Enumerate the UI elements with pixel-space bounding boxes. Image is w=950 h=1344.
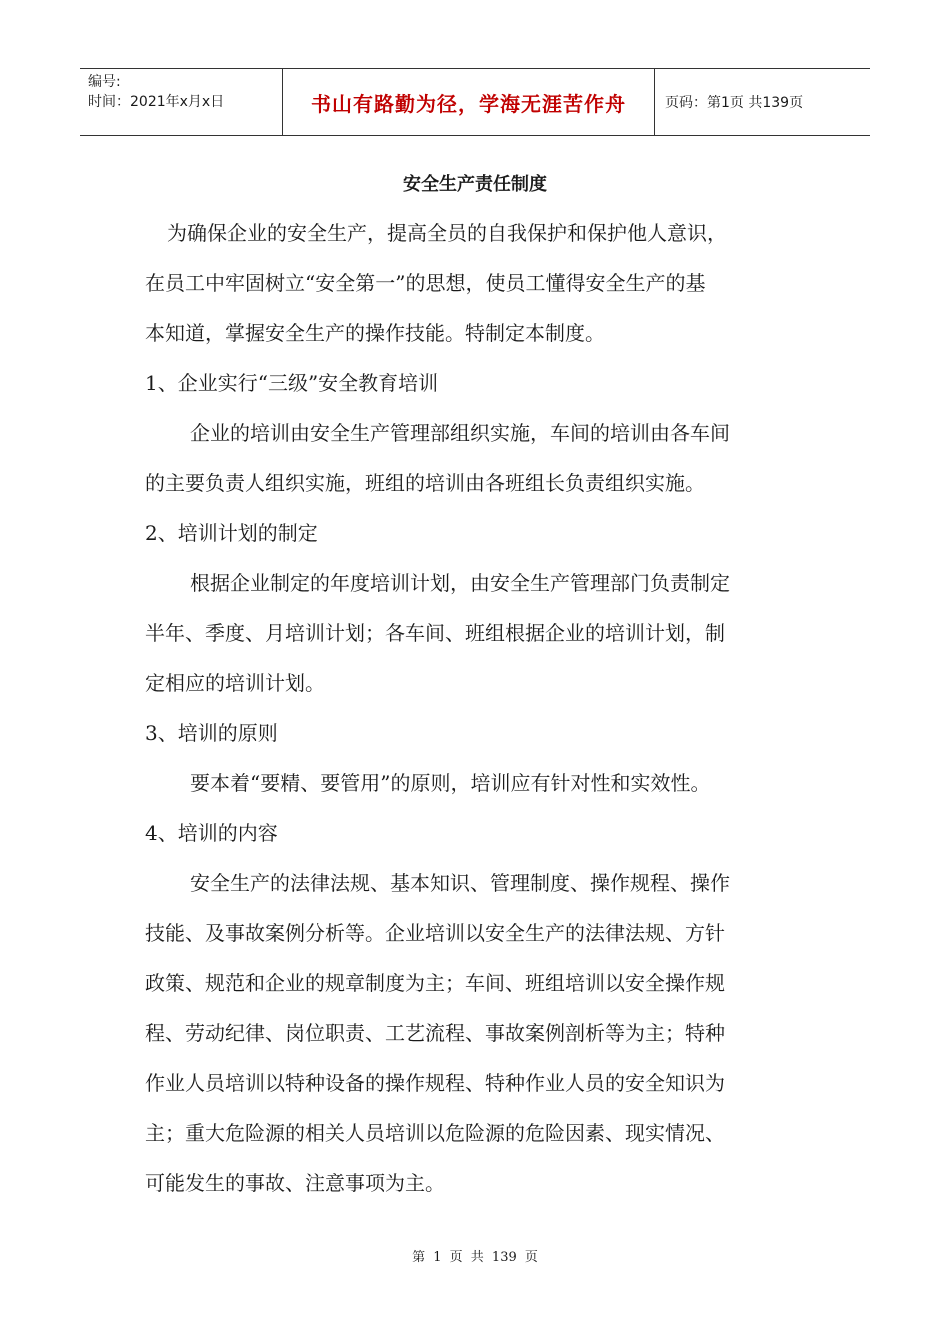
body-line: 本知道，掌握安全生产的操作技能。特制定本制度。 [145,321,605,345]
body-line: 的主要负责人组织实施，班组的培训由各班组长负责组织实施。 [145,471,705,495]
body-line: 为确保企业的安全生产，提高全员的自我保护和保护他人意识， [167,221,727,245]
body-line: 在员工中牢固树立“安全第一”的思想，使员工懂得安全生产的基 [145,271,706,295]
body-line: 安全生产的法律法规、基本知识、管理制度、操作规程、操作 [190,871,730,895]
body-line: 4、培训的内容 [145,821,278,845]
header-motto: 书山有路勤为径，学海无涯苦作舟 [282,69,655,135]
body-line: 半年、季度、月培训计划；各车间、班组根据企业的培训计划，制 [145,621,725,645]
document-date: 时间：2021年x月x日 [88,94,225,110]
body-line: 根据企业制定的年度培训计划，由安全生产管理部门负责制定 [190,571,730,595]
document-number-label: 编号: [88,74,121,90]
body-line: 1、企业实行“三级”安全教育培训 [145,371,439,395]
body-line: 程、劳动纪律、岗位职责、工艺流程、事故案例剖析等为主；特种 [145,1021,725,1045]
header-page-info: 页码：第1页 共139页 [665,95,804,111]
body-line: 3、培训的原则 [145,721,278,745]
page-footer: 第 1 页 共 139 页 [412,1250,538,1265]
header-left-cell [80,69,282,135]
body-line: 定相应的培训计划。 [145,671,325,695]
body-line: 2、培训计划的制定 [145,521,318,545]
document-body [145,208,813,1208]
document-title: 安全生产责任制度 [403,174,547,195]
body-line: 企业的培训由安全生产管理部组织实施，车间的培训由各车间 [190,421,730,445]
header-table [80,68,870,136]
body-line: 作业人员培训以特种设备的操作规程、特种作业人员的安全知识为 [145,1071,725,1095]
body-line: 要本着“要精、要管用”的原则，培训应有针对性和实效性。 [190,771,711,795]
body-line: 政策、规范和企业的规章制度为主；车间、班组培训以安全操作规 [145,971,725,995]
body-line: 可能发生的事故、注意事项为主。 [145,1171,445,1195]
body-line: 主；重大危险源的相关人员培训以危险源的危险因素、现实情况、 [145,1121,725,1145]
body-line: 技能、及事故案例分析等。企业培训以安全生产的法律法规、方针 [145,921,725,945]
